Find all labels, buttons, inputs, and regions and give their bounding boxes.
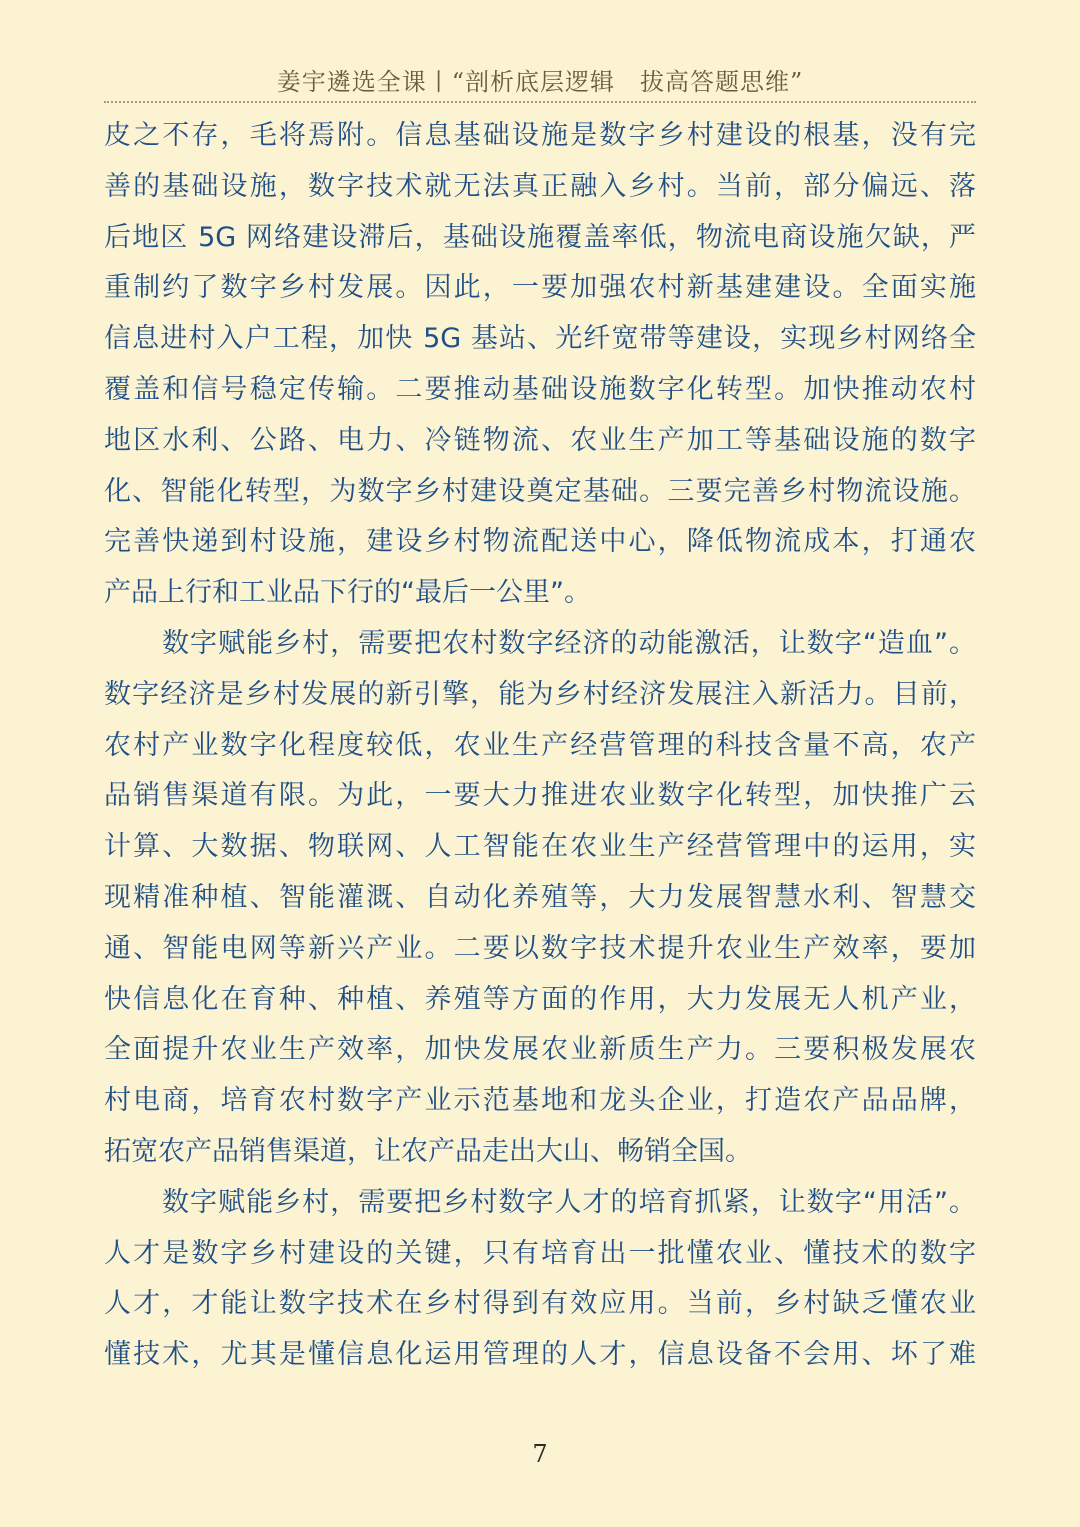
text-line: 化、智能化转型，为数字乡村建设奠定基础。三要完善乡村物流设施。 bbox=[104, 475, 976, 507]
text-line: 地区水利、公路、电力、冷链物流、农业生产加工等基础设施的数字 bbox=[104, 424, 976, 456]
text-line: 重制约了数字乡村发展。因此，一要加强农村新基建建设。全面实施 bbox=[104, 272, 976, 304]
text-line: 懂技术，尤其是懂信息化运用管理的人才，信息设备不会用、坏了难 bbox=[104, 1339, 976, 1371]
text-line: 品销售渠道有限。为此，一要大力推进农业数字化转型，加快推广云 bbox=[104, 780, 976, 812]
text-line: 村电商，培育农村数字产业示范基地和龙头企业，打造农产品品牌， bbox=[104, 1085, 976, 1117]
page-number: 7 bbox=[532, 1440, 548, 1468]
text-line: 快信息化在育种、种植、养殖等方面的作用，大力发展无人机产业， bbox=[104, 983, 976, 1015]
text-line: 农村产业数字化程度较低，农业生产经营管理的科技含量不高，农产 bbox=[104, 729, 976, 761]
text-line: 全面提升农业生产效率，加快发展农业新质生产力。三要积极发展农 bbox=[104, 1034, 976, 1066]
text-line: 数字经济是乡村发展的新引擎，能为乡村经济发展注入新活力。目前， bbox=[104, 678, 976, 710]
text-line: 信息进村入户工程，加快 5G 基站、光纤宽带等建设，实现乡村网络全 bbox=[104, 323, 976, 355]
body-text bbox=[104, 111, 976, 1381]
text-line: 产品上行和工业品下行的“最后一公里”。 bbox=[104, 577, 591, 609]
text-line: 后地区 5G 网络建设滞后，基础设施覆盖率低，物流电商设施欠缺，严 bbox=[104, 221, 976, 253]
text-line: 拓宽农产品销售渠道，让农产品走出大山、畅销全国。 bbox=[104, 1135, 752, 1167]
text-line: 计算、大数据、物联网、人工智能在农业生产经营管理中的运用，实 bbox=[104, 831, 976, 863]
text-line: 善的基础设施，数字技术就无法真正融入乡村。当前，部分偏远、落 bbox=[104, 170, 976, 202]
text-line: 皮之不存，毛将焉附。信息基础设施是数字乡村建设的根基，没有完 bbox=[104, 120, 976, 151]
text-line: 现精准种植、智能灌溉、自动化养殖等，大力发展智慧水利、智慧交 bbox=[104, 881, 976, 913]
paragraph-start-line: 数字赋能乡村，需要把农村数字经济的动能激活，让数字“造血”。 bbox=[162, 627, 976, 659]
page-header: 姜宇遴选全课丨“剖析底层逻辑 拔高答题思维” bbox=[276, 68, 804, 96]
paragraph-start-line: 数字赋能乡村，需要把乡村数字人才的培育抓紧，让数字“用活”。 bbox=[162, 1186, 976, 1218]
text-line: 人才，才能让数字技术在乡村得到有效应用。当前，乡村缺乏懂农业 bbox=[104, 1288, 976, 1320]
text-line: 完善快递到村设施，建设乡村物流配送中心，降低物流成本，打通农 bbox=[104, 526, 976, 558]
text-line: 人才是数字乡村建设的关键，只有培育出一批懂农业、懂技术的数字 bbox=[104, 1237, 976, 1269]
text-line: 覆盖和信号稳定传输。二要推动基础设施数字化转型。加快推动农村 bbox=[104, 373, 976, 405]
text-line: 通、智能电网等新兴产业。二要以数字技术提升农业生产效率，要加 bbox=[104, 932, 976, 964]
header-divider bbox=[104, 101, 976, 103]
